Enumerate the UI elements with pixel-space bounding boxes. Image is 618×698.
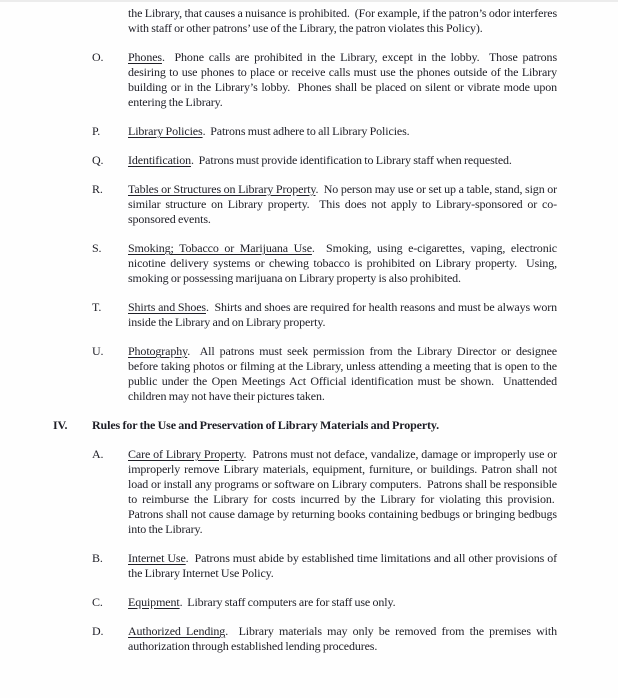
policy-item-smoking [0, 241, 618, 286]
policy-item-equipment [0, 595, 618, 610]
item-heading: Equipment [128, 595, 180, 609]
section-title: Rules for the Use and Preservation of Library Materials and Property. [92, 418, 440, 432]
item-heading: Smoking; Tobacco or Marijuana Use [128, 241, 312, 255]
policy-item-authorized-lending [0, 624, 618, 654]
item-label: P. [92, 124, 101, 138]
item-text: . Phone calls are prohibited in the Library, except in the lobby. Those patrons desiring to use phones to place or receive calls must use the phones outside of the Library building or in the Library’s lobby. Phones shall be placed on silent or vibrate mode upon entering the Library. [128, 50, 557, 109]
item-body [128, 50, 557, 110]
item-label: A. [92, 447, 104, 461]
page-top-edge [0, 0, 618, 2]
item-label: T. [92, 300, 102, 314]
item-heading: Library Policies [128, 124, 203, 138]
item-heading: Internet Use [128, 551, 186, 565]
policy-item-internet-use [0, 551, 618, 581]
item-body [128, 182, 557, 227]
item-label: R. [92, 182, 103, 196]
section-heading-iv [0, 418, 618, 433]
item-label: Q. [92, 153, 104, 167]
item-label: U. [92, 344, 104, 358]
policy-item-library-policies [0, 124, 618, 139]
item-heading: Identification [128, 153, 191, 167]
item-body [128, 344, 557, 404]
item-body [128, 153, 557, 168]
item-label: B. [92, 551, 103, 565]
item-heading: Care of Library Property [128, 447, 244, 461]
item-text: . Patrons must provide identification to Library staff when requested. [190, 153, 512, 167]
item-heading: Shirts and Shoes [128, 300, 206, 314]
item-text: . Shirts and shoes are required for health reasons and must be always worn inside the Library and on Library property. [128, 300, 557, 329]
paragraph-continuation: the Library, that causes a nuisance is prohibited. (For example, if the patron’s odor interferes with staff or other patrons’ use of the Library, the patron violates this Policy). [128, 6, 557, 35]
policy-item-identification [0, 153, 618, 168]
policy-item-photography [0, 344, 618, 404]
item-heading: Phones [128, 50, 162, 64]
item-body [128, 551, 557, 581]
item-body [128, 300, 557, 330]
item-text: . No person may use or set up a table, stand, sign or similar structure on Library property. This does not apply to Library-sponsored or co-sponsored events. [128, 182, 558, 226]
item-text: . Smoking, using e-cigarettes, vaping, electronic nicotine delivery systems or chewing tobacco is prohibited on Library property. Using, smoking or possessing marijuana on Library property is also prohibited. [128, 241, 557, 285]
item-label: O. [92, 50, 104, 64]
item-heading: Photography [128, 344, 188, 358]
item-label: S. [92, 241, 102, 255]
item-body [128, 447, 557, 537]
policy-item-phones [0, 50, 618, 110]
item-text: . All patrons must seek permission from the Library Director or designee before taking photos or filming at the Library, unless attending a meeting that is open to the public under the Open Meetings Act Official identification must be shown. Unattended children may not have their pictures taken. [128, 344, 557, 403]
item-heading: Authorized Lending [128, 624, 226, 638]
item-label: C. [92, 595, 103, 609]
policy-item-care-of-property [0, 447, 618, 537]
item-heading: Tables or Structures on Library Property [128, 182, 316, 196]
item-body [128, 624, 557, 654]
item-text: . Patrons must adhere to all Library Policies. [202, 124, 410, 138]
item-text: . Library materials may only be removed from the premises with authorization through established lending procedures. [128, 624, 557, 653]
policy-item-tables-structures [0, 182, 618, 227]
item-text: . Patrons must not deface, vandalize, damage or improperly use or improperly remove Library materials, equipment, furniture, or buildings. Patron shall not load or install any programs or software on Library computers. Patrons shall be responsible to reimburse the Library for costs incurred by the Library for violating this provision. Patrons shall not cause damage by returning books containing bedbugs or bringing bedbugs into the Library. [128, 447, 557, 536]
item-body [128, 124, 557, 139]
section-number: IV. [53, 418, 68, 432]
item-text: . Library staff computers are for staff use only. [179, 595, 396, 609]
item-body [128, 595, 557, 610]
item-label: D. [92, 624, 104, 638]
policy-item-shirts-shoes [0, 300, 618, 330]
item-body [128, 241, 557, 286]
item-text: . Patrons must abide by established time limitations and all other provisions of the Library Internet Use Policy. [128, 551, 557, 580]
